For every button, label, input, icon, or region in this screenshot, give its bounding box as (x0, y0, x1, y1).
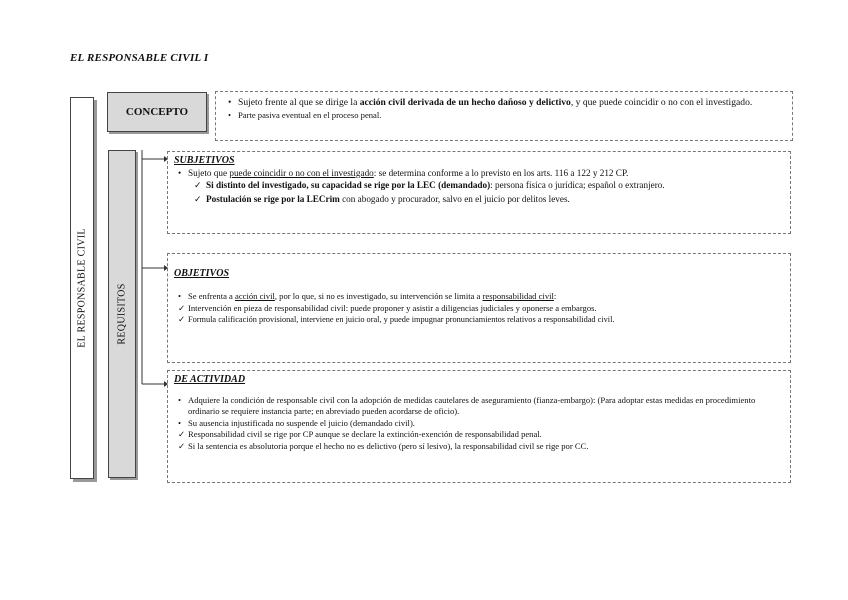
objetivos-box (167, 253, 791, 363)
concepto-bullet-2: • Parte pasiva eventual en el proceso penal. (228, 110, 382, 120)
actividad-heading: DE ACTIVIDAD (174, 374, 246, 385)
concepto-label: CONCEPTO (107, 92, 207, 132)
actividad-bullet-2: • Su ausencia injustificada no suspende el juicio (demandado civil). (178, 417, 415, 428)
check-icon: ✓ (194, 194, 202, 204)
side-label: EL RESPONSABLE CIVIL (76, 228, 88, 348)
subjetivos-bullet-1: • Sujeto que puede coincidir o no con el investigado: se determina conforme a lo previsto en los arts. 116 a 122 y 212 CP. (178, 168, 629, 178)
bullet-icon: • (178, 417, 182, 428)
check-icon: ✓ (178, 429, 186, 439)
objetivos-bullet-1: • Se enfrenta a acción civil, por lo que, si no es investigado, su intervención se limita a responsabilidad civil: (178, 291, 557, 301)
actividad-box (167, 370, 791, 483)
bullet-icon: • (178, 394, 182, 405)
actividad-bullet-1: • Adquiere la condición de responsable civil con la adopción de medidas cautelares de aseguramiento (fianza-embargo): (Para adoptar estas medidas en procedimiento ordinario se requiere instancia parte; en abreviado pueden acordarse de oficio). (178, 394, 756, 416)
requisitos-box (108, 150, 136, 478)
check-icon: ✓ (178, 303, 186, 313)
connector-arrows (134, 150, 170, 390)
requisitos-label: REQUISITOS (116, 283, 128, 345)
side-label-box (70, 97, 94, 479)
concepto-box (215, 91, 793, 141)
objetivos-sub-2: ✓ Formula calificación provisional, interviene en juicio oral, y puede impugnar pronunciamientos relativos a responsabilidad civil. (178, 315, 615, 324)
bullet-icon: • (178, 168, 182, 178)
subjetivos-sub-1: ✓ Si distinto del investigado, su capacidad se rige por la LEC (demandado): persona física o jurídica; español o extranjero. (194, 180, 665, 190)
subjetivos-sub-2: ✓ Postulación se rige por la LECrim con abogado y procurador, salvo en el juicio por delitos leves. (194, 194, 570, 204)
objetivos-heading: OBJETIVOS (174, 268, 230, 279)
actividad-sub-2: ✓ Si la sentencia es absolutoria porque el hecho no es delictivo (pero sí lesivo), la responsabilidad civil se rige por CC. (178, 440, 589, 451)
objetivos-sub-1: ✓ Intervención en pieza de responsabilidad civil: puede proponer y asistir a diligencias judiciales y oponerse a embargos. (178, 303, 597, 313)
check-icon: ✓ (178, 440, 186, 451)
bullet-icon: • (228, 110, 232, 120)
page-title: EL RESPONSABLE CIVIL I (70, 52, 209, 64)
concepto-bullet-1: • Sujeto frente al que se dirige la acción civil derivada de un hecho dañoso y delictivo, y que puede coincidir o no con el investigado. (228, 97, 753, 108)
actividad-sub-1: ✓ Responsabilidad civil se rige por CP aunque se declare la extinción-exención de responsabilidad penal. (178, 429, 542, 439)
check-icon: ✓ (178, 315, 185, 324)
subjetivos-heading: SUBJETIVOS (174, 155, 235, 166)
check-icon: ✓ (194, 180, 202, 190)
bullet-icon: • (228, 97, 232, 108)
bullet-icon: • (178, 291, 182, 301)
subjetivos-box (167, 151, 791, 234)
